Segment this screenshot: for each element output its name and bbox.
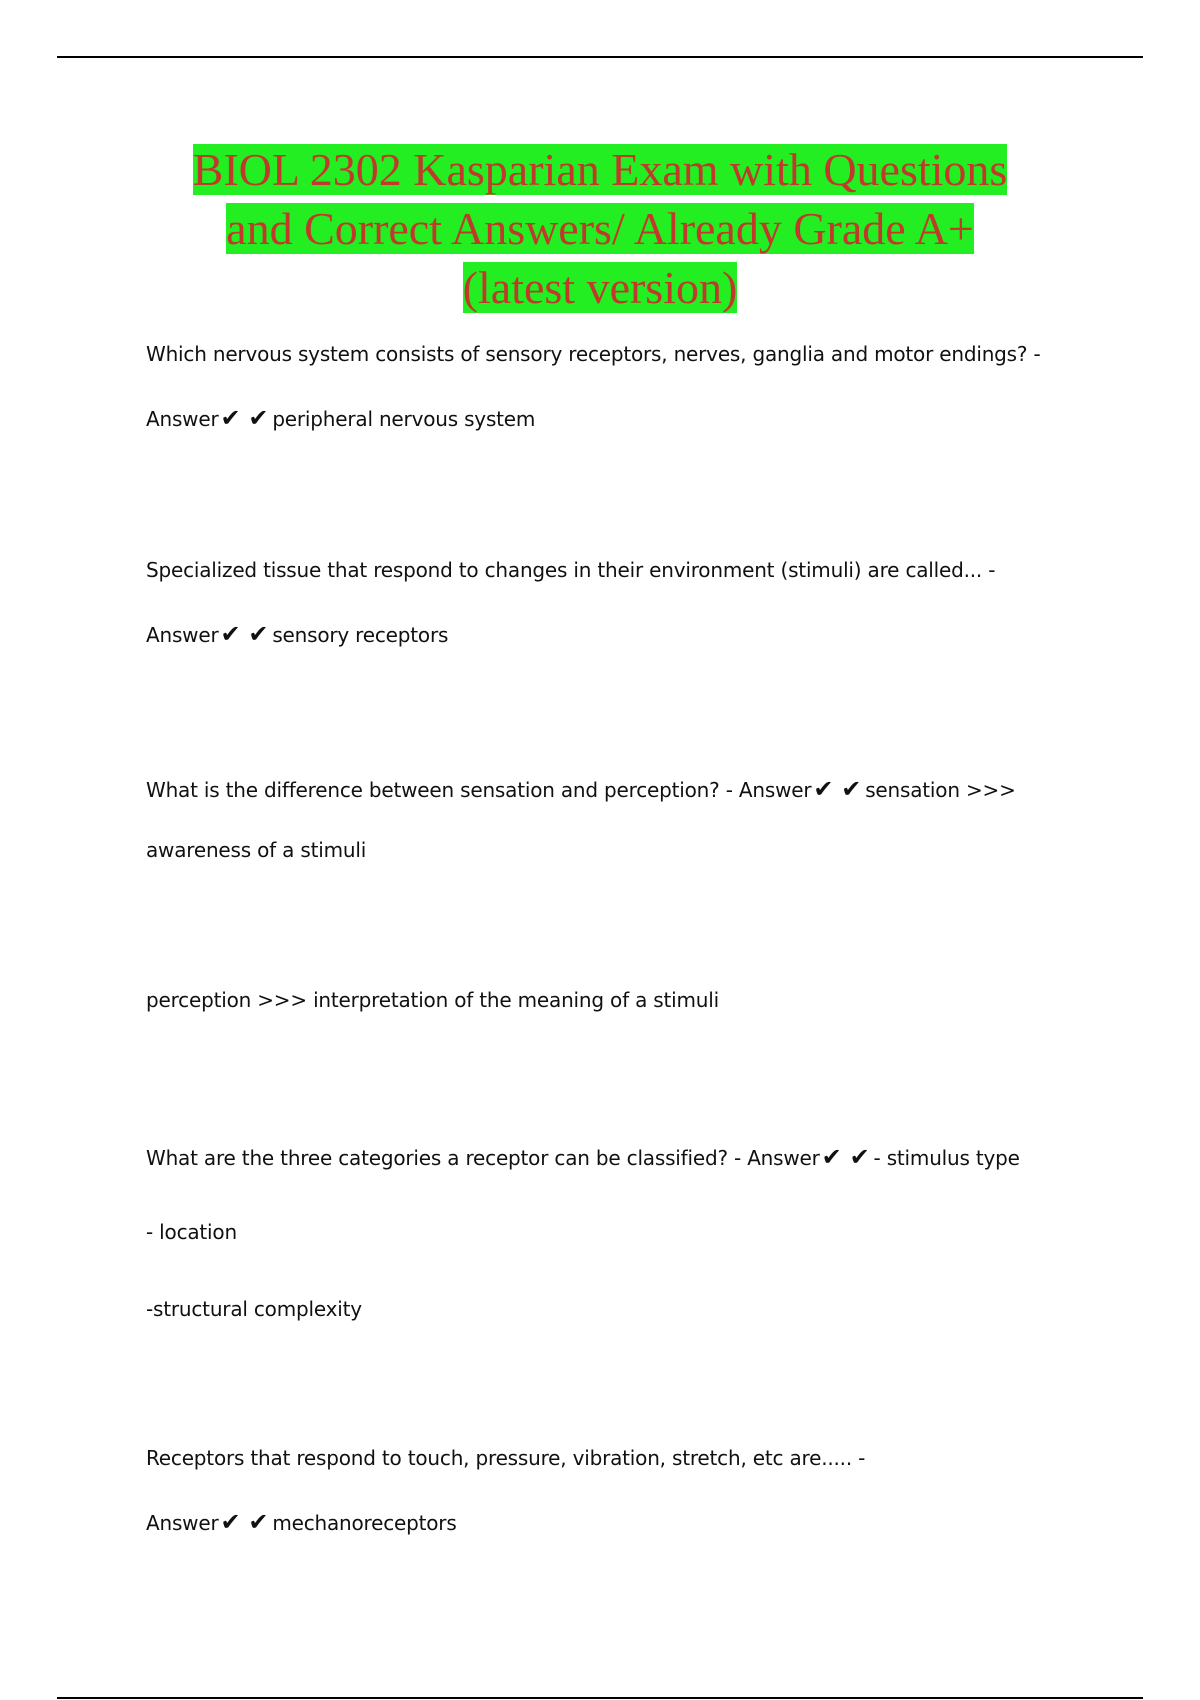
answer-1 [146,404,535,432]
answer-text: - stimulus type [873,1146,1020,1170]
answer-label: Answer [747,1146,820,1170]
question-text: What are the three categories a receptor can be classified? - [146,1146,748,1170]
check-icon: ✔ [220,1508,241,1536]
question-3 [146,775,1016,803]
top-rule [57,56,1143,58]
answer-2 [146,620,448,648]
question-5: Receptors that respond to touch, pressure, vibration, stretch, etc are..... - [146,1446,866,1470]
title-line-1: BIOL 2302 Kasparian Exam with Questions [192,144,1008,195]
check-icon: ✔ [248,404,269,432]
answer-text: sensory receptors [272,623,449,647]
answer-4-continued: - location [146,1220,237,1244]
answer-4-continued: -structural complexity [146,1297,362,1321]
document-title [120,140,1080,317]
question-4 [146,1143,1020,1171]
check-icon: ✔ [248,1508,269,1536]
answer-label: Answer [146,623,219,647]
check-icon: ✔ [220,620,241,648]
answer-3-continued: awareness of a stimuli [146,838,367,862]
answer-5 [146,1508,457,1536]
check-icon: ✔ [248,620,269,648]
check-icon: ✔ [813,775,834,803]
answer-3-continued: perception >>> interpretation of the meaning of a stimuli [146,988,719,1012]
answer-label: Answer [146,407,219,431]
question-1: Which nervous system consists of sensory receptors, nerves, ganglia and motor endings? - [146,342,1041,366]
check-icon: ✔ [821,1143,842,1171]
question-text: What is the difference between sensation and perception? - [146,778,739,802]
answer-text: mechanoreceptors [272,1511,457,1535]
check-icon: ✔ [841,775,862,803]
title-line-3: (latest version) [462,262,738,313]
answer-label: Answer [146,1511,219,1535]
title-line-2: and Correct Answers/ Already Grade A+ [226,203,974,254]
answer-label: Answer [738,778,812,802]
question-2: Specialized tissue that respond to changes in their environment (stimuli) are called... - [146,558,996,582]
check-icon: ✔ [849,1143,870,1171]
answer-text: sensation >>> [865,778,1016,802]
bottom-rule [57,1697,1143,1699]
check-icon: ✔ [220,404,241,432]
answer-text: peripheral nervous system [272,407,536,431]
